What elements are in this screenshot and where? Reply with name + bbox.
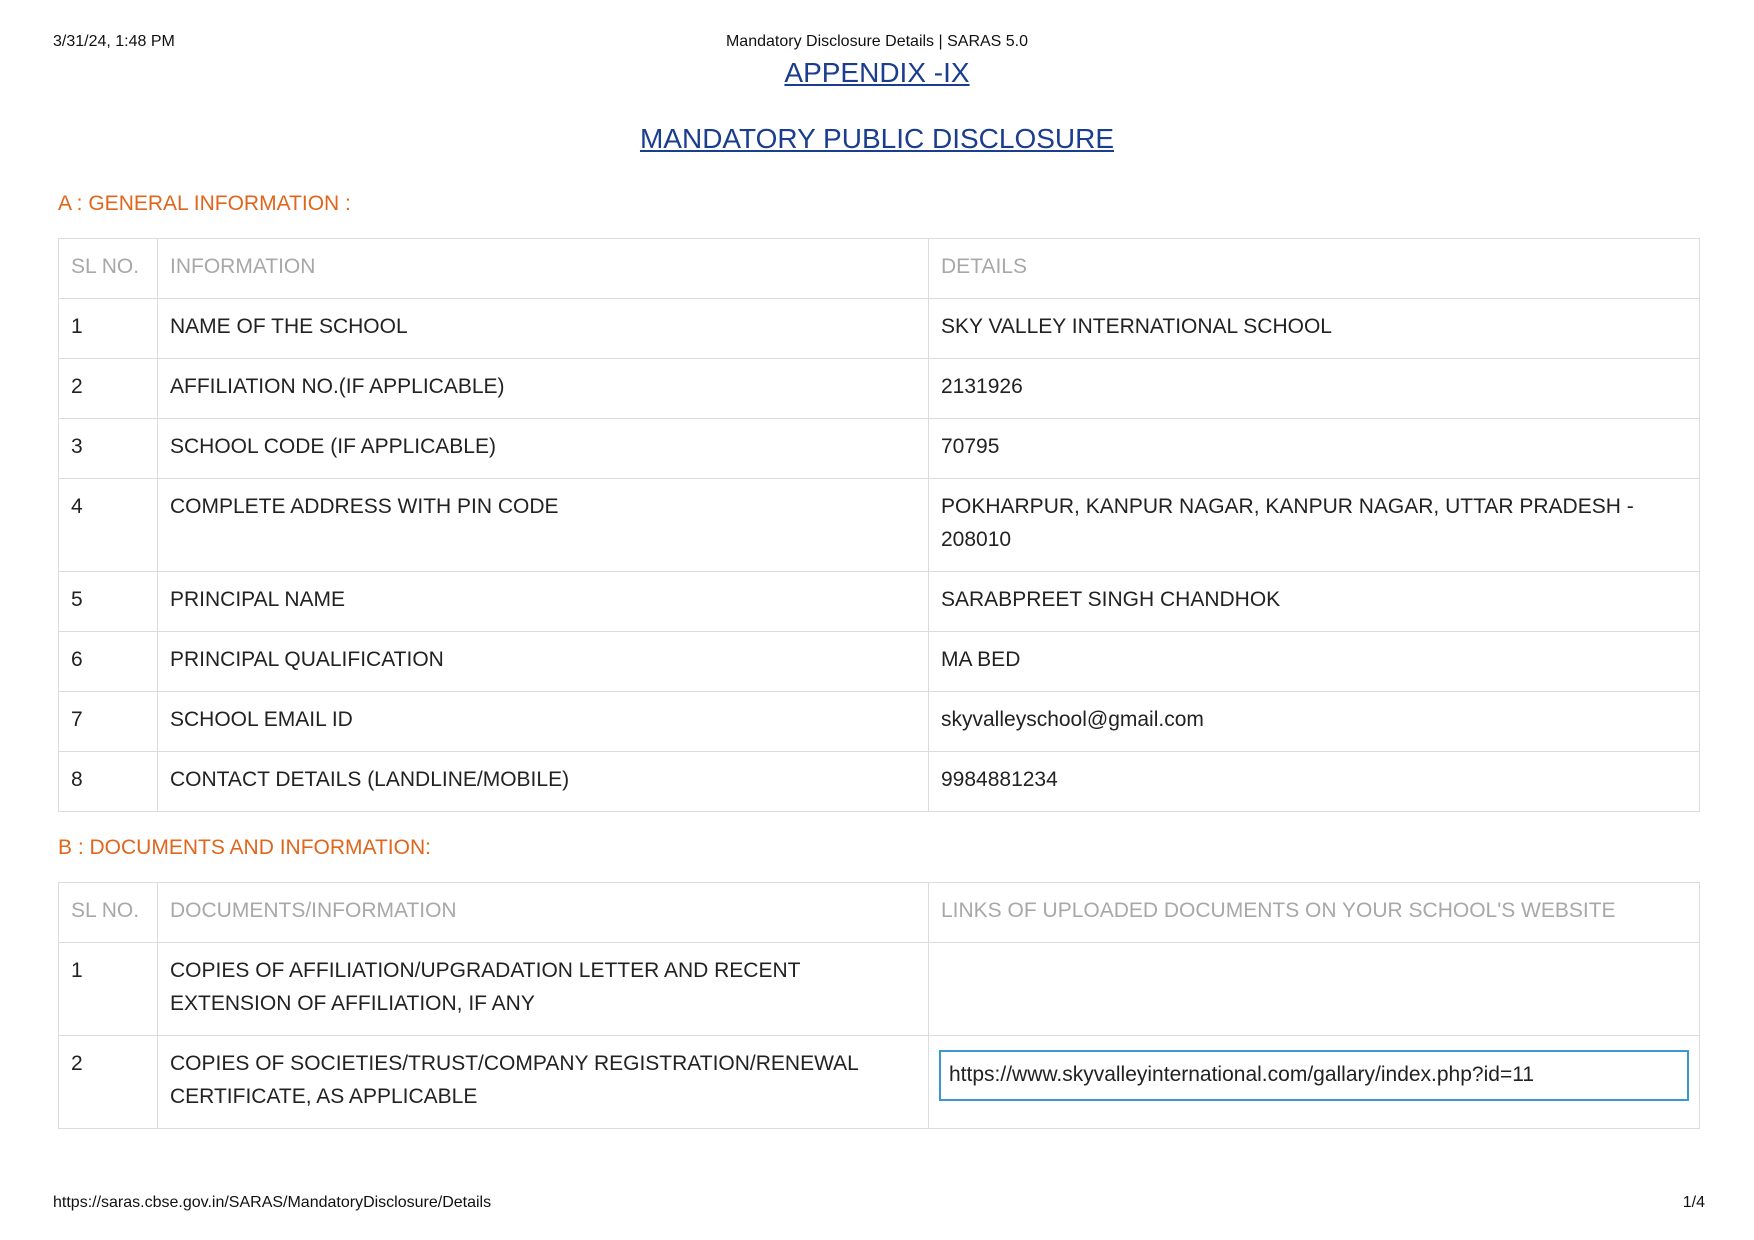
column-header-links: LINKS OF UPLOADED DOCUMENTS ON YOUR SCHOOL'S WEBSITE [929,883,1700,943]
general-information-table [58,238,1700,812]
table-header-row [59,883,1700,943]
column-header-sl-no: SL NO. [59,239,158,299]
table-row [59,692,1700,752]
sl-no-cell: 2 [59,359,158,419]
mandatory-disclosure-heading[interactable]: MANDATORY PUBLIC DISCLOSURE [639,123,1115,154]
documents-information-table [58,882,1700,1129]
information-cell: CONTACT DETAILS (LANDLINE/MOBILE) [158,752,929,812]
sl-no-cell: 1 [59,943,158,1036]
information-cell: SCHOOL EMAIL ID [158,692,929,752]
information-cell: AFFILIATION NO.(IF APPLICABLE) [158,359,929,419]
column-header-details: DETAILS [929,239,1700,299]
details-cell: 2131926 [929,359,1700,419]
column-header-documents: DOCUMENTS/INFORMATION [158,883,929,943]
table-row [59,419,1700,479]
document-link-box[interactable]: https://www.skyvalleyinternational.com/gallary/index.php?id=11 [939,1050,1689,1101]
sl-no-cell: 1 [59,299,158,359]
information-cell: COMPLETE ADDRESS WITH PIN CODE [158,479,929,572]
print-header [0,33,1754,53]
sl-no-cell: 7 [59,692,158,752]
details-cell: POKHARPUR, KANPUR NAGAR, KANPUR NAGAR, UTTAR PRADESH - 208010 [929,479,1700,572]
table-row [59,632,1700,692]
link-cell [929,943,1700,1036]
print-page-title: Mandatory Disclosure Details | SARAS 5.0 [725,33,1029,50]
details-cell: 9984881234 [929,752,1700,812]
information-cell: SCHOOL CODE (IF APPLICABLE) [158,419,929,479]
sl-no-cell: 4 [59,479,158,572]
table-row [59,299,1700,359]
page-number: 1/4 [1682,1194,1705,1211]
sl-no-cell: 5 [59,572,158,632]
section-b-title: B : DOCUMENTS AND INFORMATION: [58,836,431,859]
table-row [59,479,1700,572]
information-cell: NAME OF THE SCHOOL [158,299,929,359]
sl-no-cell: 8 [59,752,158,812]
column-header-information: INFORMATION [158,239,929,299]
table-row [59,1036,1700,1129]
print-url: https://saras.cbse.gov.in/SARAS/MandatoryDisclosure/Details [53,1194,492,1211]
details-cell: MA BED [929,632,1700,692]
section-a-title: A : GENERAL INFORMATION : [58,192,351,215]
table-header-row [59,239,1700,299]
link-cell [929,1036,1700,1129]
table-row [59,359,1700,419]
appendix-heading[interactable]: APPENDIX -IX [784,57,970,88]
sl-no-cell: 2 [59,1036,158,1129]
document-cell: COPIES OF AFFILIATION/UPGRADATION LETTER AND RECENT EXTENSION OF AFFILIATION, IF ANY [158,943,929,1036]
table-row [59,943,1700,1036]
details-cell: 70795 [929,419,1700,479]
table-row [59,572,1700,632]
details-cell: SKY VALLEY INTERNATIONAL SCHOOL [929,299,1700,359]
sl-no-cell: 6 [59,632,158,692]
print-datetime: 3/31/24, 1:48 PM [53,33,175,50]
sl-no-cell: 3 [59,419,158,479]
details-cell: SARABPREET SINGH CHANDHOK [929,572,1700,632]
information-cell: PRINCIPAL NAME [158,572,929,632]
table-row [59,752,1700,812]
column-header-sl-no: SL NO. [59,883,158,943]
details-cell: skyvalleyschool@gmail.com [929,692,1700,752]
information-cell: PRINCIPAL QUALIFICATION [158,632,929,692]
document-cell: COPIES OF SOCIETIES/TRUST/COMPANY REGISTRATION/RENEWAL CERTIFICATE, AS APPLICABLE [158,1036,929,1129]
